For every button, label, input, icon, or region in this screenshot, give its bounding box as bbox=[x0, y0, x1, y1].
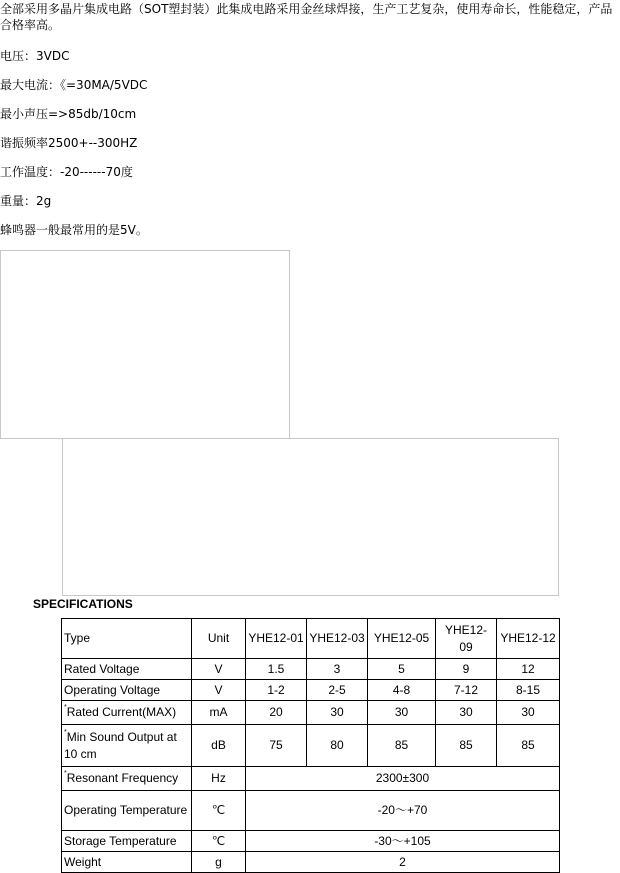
row-param: Resonant Frequency bbox=[66, 771, 179, 785]
spec-line-resonant-frequency: 谐振频率2500+--300HZ bbox=[0, 136, 138, 150]
row-value: 1-2 bbox=[246, 680, 307, 701]
row-value: 30 bbox=[307, 701, 368, 725]
row-param-cell bbox=[62, 701, 192, 725]
spec-line-operating-temperature: 工作温度：-20------70度 bbox=[0, 165, 133, 179]
spec-line-weight: 重量：2g bbox=[0, 194, 52, 208]
row-span-value: 2300±300 bbox=[246, 767, 560, 791]
row-value: 1.5 bbox=[246, 659, 307, 680]
row-value: 20 bbox=[246, 701, 307, 725]
header-model: YHE12-03 bbox=[307, 619, 368, 659]
header-model: YHE12-01 bbox=[246, 619, 307, 659]
note-mark: * bbox=[64, 728, 67, 736]
header-model: YHE12-12 bbox=[497, 619, 560, 659]
row-value: 85 bbox=[368, 725, 436, 767]
row-value: 80 bbox=[307, 725, 368, 767]
specifications-table bbox=[61, 618, 560, 873]
row-value: 8-15 bbox=[497, 680, 560, 701]
table-header-row bbox=[62, 619, 560, 659]
table-row bbox=[62, 659, 560, 680]
row-value: 12 bbox=[497, 659, 560, 680]
spec-line-voltage: 电压：3VDC bbox=[0, 49, 70, 63]
row-param: Storage Temperature bbox=[62, 831, 192, 852]
table-row bbox=[62, 767, 560, 791]
header-type: Type bbox=[62, 619, 192, 659]
row-value: 3 bbox=[307, 659, 368, 680]
header-model: YHE12-05 bbox=[368, 619, 436, 659]
row-unit: dB bbox=[192, 725, 246, 767]
row-param: Operating Voltage bbox=[62, 680, 192, 701]
intro-paragraph: 全部采用多晶片集成电路（SOT塑封装）此集成电路采用金丝球焊接，生产工艺复杂，使用寿命长，性能稳定，产品合格率高。 bbox=[0, 2, 613, 32]
note-mark: * bbox=[64, 704, 67, 711]
row-value: 9 bbox=[436, 659, 497, 680]
row-param: Weight bbox=[62, 852, 192, 873]
row-span-value: -30～+105 bbox=[246, 831, 560, 852]
dimension-drawing-placeholder bbox=[62, 438, 559, 596]
table-row bbox=[62, 852, 560, 873]
row-span-value: -20～+70 bbox=[246, 791, 560, 831]
row-param-cell bbox=[62, 767, 192, 791]
note-mark: * bbox=[64, 770, 67, 777]
row-unit: Hz bbox=[192, 767, 246, 791]
row-value: 85 bbox=[497, 725, 560, 767]
table-row bbox=[62, 791, 560, 831]
row-span-value: 2 bbox=[246, 852, 560, 873]
table-row bbox=[62, 831, 560, 852]
spec-line-common-voltage-note: 蜂鸣器一般最常用的是5V。 bbox=[0, 223, 148, 237]
row-unit: V bbox=[192, 659, 246, 680]
section-title: SPECIFICATIONS bbox=[33, 597, 133, 611]
row-param: Min Sound Output at 10 cm bbox=[64, 729, 177, 761]
row-value: 30 bbox=[497, 701, 560, 725]
header-model: YHE12-09 bbox=[436, 619, 497, 659]
row-value: 2-5 bbox=[307, 680, 368, 701]
row-param: Operating Temperature bbox=[62, 791, 192, 831]
row-value: 4-8 bbox=[368, 680, 436, 701]
row-unit: ℃ bbox=[192, 791, 246, 831]
product-image-placeholder bbox=[0, 250, 290, 439]
spec-line-max-current: 最大电流：《=30MA/5VDC bbox=[0, 78, 148, 92]
spec-line-min-sound-pressure: 最小声压=>85db/10cm bbox=[0, 107, 137, 121]
row-value: 7-12 bbox=[436, 680, 497, 701]
row-value: 30 bbox=[368, 701, 436, 725]
table-row bbox=[62, 701, 560, 725]
row-value: 75 bbox=[246, 725, 307, 767]
row-value: 30 bbox=[436, 701, 497, 725]
row-unit: ℃ bbox=[192, 831, 246, 852]
row-value: 85 bbox=[436, 725, 497, 767]
row-param: Rated Current(MAX) bbox=[66, 705, 177, 719]
row-param-cell bbox=[62, 725, 192, 767]
table-row bbox=[62, 680, 560, 701]
row-unit: mA bbox=[192, 701, 246, 725]
table-row bbox=[62, 725, 560, 767]
header-unit: Unit bbox=[192, 619, 246, 659]
row-param: Rated Voltage bbox=[62, 659, 192, 680]
row-unit: g bbox=[192, 852, 246, 873]
row-value: 5 bbox=[368, 659, 436, 680]
row-unit: V bbox=[192, 680, 246, 701]
